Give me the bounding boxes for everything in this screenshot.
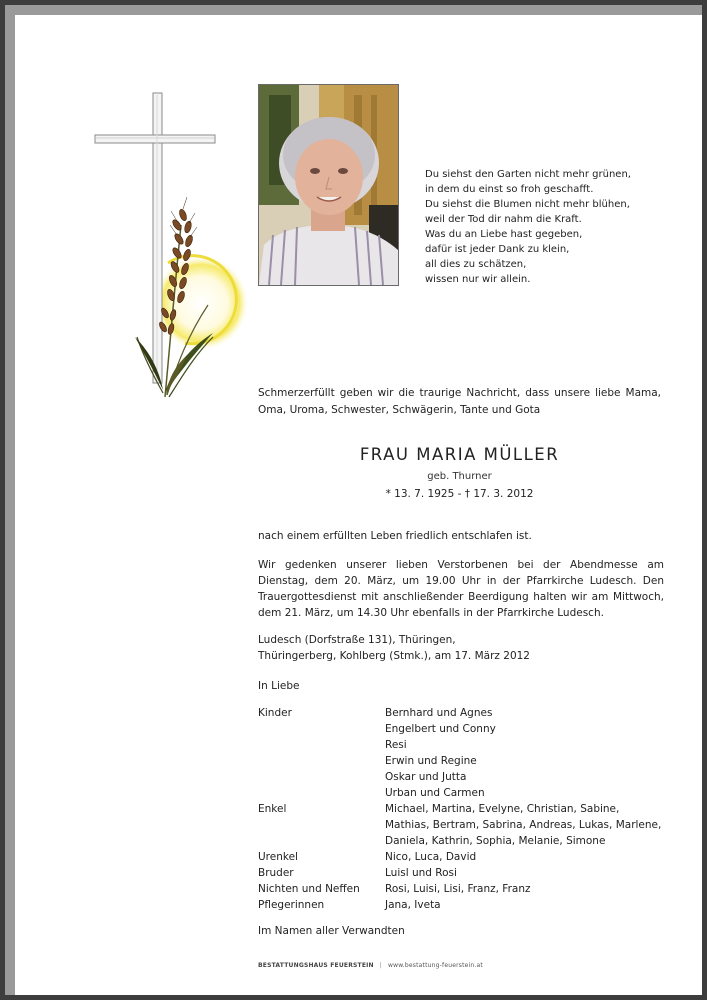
relation-label: Urenkel (258, 851, 298, 863)
poem-line: wissen nur wir allein. (425, 274, 531, 285)
relation-names (385, 801, 670, 849)
footer-separator: | (379, 962, 383, 969)
mourner-name: Oskar und Jutta (385, 771, 467, 783)
closing-text: Im Namen aller Verwandten (258, 925, 405, 937)
poem-line: weil der Tod dir nahm die Kraft. (425, 214, 582, 225)
places-and-date (258, 632, 661, 664)
places-line: Ludesch (Dorfstraße 131), Thüringen, (258, 634, 456, 646)
mourner-name: Daniela, Kathrin, Sophia, Melanie, Simone (385, 835, 606, 847)
life-dates: * 13. 7. 1925 - † 17. 3. 2012 (385, 488, 534, 500)
relation-label: Bruder (258, 867, 294, 879)
announcement-intro: Schmerzerfüllt geben wir die traurige Nachricht, dass unsere liebe Mama, Oma, Uroma, Schwester, Schwägerin, Tante und Gota (258, 387, 661, 416)
mourners-list (258, 705, 678, 913)
mourner-name: Mathias, Bertram, Sabrina, Andreas, Lukas, Marlene, (385, 819, 662, 831)
memorial-service-text: Wir gedenken unserer lieben Verstorbenen bei der Abendmesse am Dienstag, dem 20. März, um 19.00 Uhr in der Pfarrkirche Ludesch. Den Trauergottesdienst mit anschließender Beerdigung halten wir am Mittwoch, dem 21. März, um 14.30 Uhr ebenfalls in der Pfarrkirche Ludesch. (258, 559, 664, 619)
relation-names (385, 897, 670, 913)
mourner-name: Nico, Luca, David (385, 851, 477, 863)
footer (258, 962, 483, 969)
in-love-text: In Liebe (258, 680, 300, 692)
passing-text: nach einem erfüllten Leben friedlich entschlafen ist. (258, 530, 532, 542)
deceased-name: FRAU MARIA MÜLLER (359, 445, 560, 464)
poem-line: Was du an Liebe hast gegeben, (425, 229, 583, 240)
poem-line: Du siehst den Garten nicht mehr grünen, (425, 169, 631, 180)
relation-label: Enkel (258, 803, 287, 815)
relation-names (385, 881, 670, 897)
relation-label: Pflegerinnen (258, 899, 325, 911)
places-line: Thüringerberg, Kohlberg (Stmk.), am 17. März 2012 (258, 650, 530, 662)
birth-name: geb. Thurner (427, 471, 492, 482)
mourner-name: Bernhard und Agnes (385, 707, 493, 719)
mourner-group (258, 705, 678, 801)
poem-line: all dies zu schätzen, (425, 259, 527, 270)
mourner-name: Urban und Carmen (385, 787, 485, 799)
portrait-photo (258, 84, 399, 286)
mourner-name: Erwin und Regine (385, 755, 477, 767)
poem-line: dafür ist jeder Dank zu klein, (425, 244, 570, 255)
relation-names (385, 705, 670, 801)
mourner-name: Luisl und Rosi (385, 867, 457, 879)
funeral-home-name: BESTATTUNGSHAUS FEUERSTEIN (258, 962, 374, 969)
relation-names (385, 849, 670, 865)
funeral-home-url[interactable]: www.bestattung-feuerstein.at (388, 962, 483, 969)
relation-names (385, 865, 670, 881)
mourner-name: Rosi, Luisi, Lisi, Franz, Franz (385, 883, 531, 895)
memorial-poem (425, 167, 685, 287)
mourner-group (258, 801, 678, 849)
cross-with-wheat-icon (73, 75, 263, 420)
obituary-page (15, 15, 702, 995)
mourner-group (258, 865, 678, 881)
relation-label: Nichten und Neffen (258, 883, 360, 895)
mourner-name: Engelbert und Conny (385, 723, 496, 735)
mourner-group (258, 849, 678, 865)
mourner-group (258, 881, 678, 897)
poem-line: Du siehst die Blumen nicht mehr blühen, (425, 199, 630, 210)
mourner-name: Michael, Martina, Evelyne, Christian, Sabine, (385, 803, 620, 815)
mourner-group (258, 897, 678, 913)
poem-line: in dem du einst so froh geschafft. (425, 184, 594, 195)
mourner-name: Resi (385, 739, 407, 751)
mourner-name: Jana, Iveta (385, 899, 441, 911)
relation-label: Kinder (258, 707, 292, 719)
